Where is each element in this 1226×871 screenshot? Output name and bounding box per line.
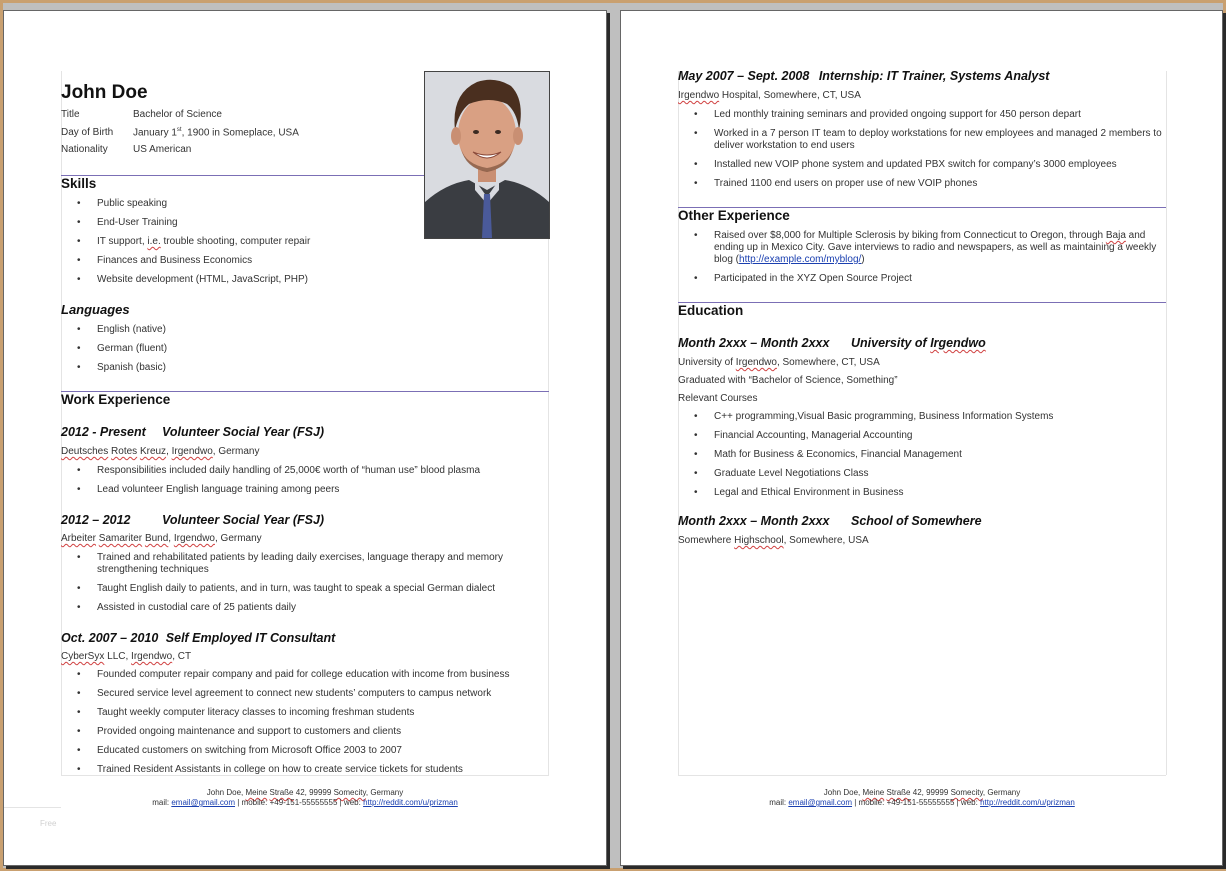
list-item: • Math for Business & Economics, Financial Management bbox=[678, 449, 1168, 461]
list-item: • Trained and rehabilitated patients by leading daily exercises, language therapy and memory strengthening techniques bbox=[61, 552, 519, 576]
education-school: University of Irgendwo, Somewhere, CT, USA bbox=[678, 357, 880, 368]
info-row-birth: Day of Birth January 1st, 1900 in Someplace, USA bbox=[61, 127, 299, 139]
list-item: • Taught English daily to patients, and in turn, was taught to speak a special German dialect bbox=[61, 583, 519, 595]
section-divider bbox=[61, 175, 424, 176]
education-heading-2: Month 2xxx – Month 2xxx School of Somewhere bbox=[678, 514, 982, 528]
margin-guide bbox=[548, 237, 549, 775]
job-organization: Deutsches Rotes Kreuz, Irgendwo, Germany bbox=[61, 446, 260, 457]
web-link[interactable]: http://reddit.com/u/prizman bbox=[363, 798, 458, 807]
list-item: • Educated customers on switching from Microsoft Office 2003 to 2007 bbox=[61, 745, 541, 757]
list-item: • Assisted in custodial care of 25 patients daily bbox=[61, 602, 519, 614]
education-heading: Education bbox=[678, 303, 744, 318]
corner-watermark: Free bbox=[40, 819, 57, 828]
list-item: • Public speaking bbox=[61, 198, 541, 210]
list-item: • Secured service level agreement to connect new students’ computers to campus network bbox=[61, 688, 541, 700]
resume-page-2 bbox=[620, 10, 1223, 866]
list-item: • English (native) bbox=[61, 324, 541, 336]
job-heading: 2012 - Present Volunteer Social Year (FSJ) bbox=[61, 425, 325, 439]
job-bullets bbox=[61, 465, 541, 496]
list-item: • Website development (HTML, JavaScript, PHP) bbox=[61, 274, 541, 286]
footer-address: John Doe, Meine Straße 42, 99999 Somecity, Germany bbox=[823, 788, 1021, 797]
skills-heading: Skills bbox=[61, 176, 97, 191]
courses-list bbox=[678, 411, 1168, 499]
job-heading: Oct. 2007 – 2010 Self Employed IT Consultant bbox=[61, 631, 336, 645]
list-item: • IT support, i.e. trouble shooting, computer repair bbox=[61, 236, 541, 248]
job-organization: CyberSyx LLC, Irgendwo, CT bbox=[61, 651, 192, 662]
list-item: • Trained Resident Assistants in college on how to create service tickets for students bbox=[61, 764, 541, 776]
languages-heading: Languages bbox=[61, 302, 130, 317]
list-item: • Worked in a 7 person IT team to deploy workstations for new employees and managed 2 members to deliver workstation to end users bbox=[678, 128, 1168, 152]
job-bullets bbox=[61, 552, 519, 614]
list-item: • Founded computer repair company and paid for college education with income from business bbox=[61, 669, 541, 681]
footer-contact: mail: email@gmail.com | mobile: +49-151-55555555 | web: http://reddit.com/u/prizman bbox=[152, 798, 458, 807]
footer-address: John Doe, Meine Straße 42, 99999 Somecity, Germany bbox=[206, 788, 404, 797]
email-link[interactable]: email@gmail.com bbox=[171, 798, 236, 807]
list-item: • Raised over $8,000 for Multiple Sclerosis by biking from Connecticut to Oregon, through Baja and ending up in Mexico City. Gave interviews to radio and newspapers, as well as maintaining a weekly blog (http://example.com/myblog/) bbox=[678, 230, 1168, 266]
education-courses-label: Relevant Courses bbox=[678, 393, 758, 404]
page-footer bbox=[61, 788, 549, 808]
skills-list bbox=[61, 198, 541, 286]
list-item: • Installed new VOIP phone system and updated PBX switch for company’s 3000 employees bbox=[678, 159, 1168, 171]
list-item: • Finances and Business Economics bbox=[61, 255, 541, 267]
email-link[interactable]: email@gmail.com bbox=[788, 798, 853, 807]
job-bullets bbox=[61, 669, 541, 776]
list-item: • Lead volunteer English language training among peers bbox=[61, 484, 541, 496]
list-item: • Led monthly training seminars and provided ongoing support for 450 person depart bbox=[678, 109, 1168, 121]
list-item: • Spanish (basic) bbox=[61, 362, 541, 374]
candidate-name: John Doe bbox=[61, 82, 148, 103]
list-item: • C++ programming,Visual Basic programming, Business Information Systems bbox=[678, 411, 1168, 423]
footer-contact: mail: email@gmail.com | mobile: +49-151-55555555 | web: http://reddit.com/u/prizman bbox=[769, 798, 1075, 807]
list-item: • Legal and Ethical Environment in Business bbox=[678, 487, 1168, 499]
list-item: • German (fluent) bbox=[61, 343, 541, 355]
margin-guide bbox=[678, 775, 1166, 776]
section-divider bbox=[678, 302, 1166, 303]
list-item: • Taught weekly computer literacy classes to incoming freshman students bbox=[61, 707, 541, 719]
resume-page-1 bbox=[3, 10, 607, 866]
info-row-title: Title Bachelor of Science bbox=[61, 109, 222, 120]
education-degree: Graduated with “Bachelor of Science, Something” bbox=[678, 375, 898, 386]
education-school: Somewhere Highschool, Somewhere, USA bbox=[678, 535, 869, 546]
job-bullets bbox=[678, 109, 1168, 190]
blog-link[interactable]: http://example.com/myblog/ bbox=[739, 254, 862, 265]
job-heading: 2012 – 2012 Volunteer Social Year (FSJ) bbox=[61, 513, 325, 527]
work-experience-heading: Work Experience bbox=[61, 392, 171, 407]
list-item: • Financial Accounting, Managerial Accounting bbox=[678, 430, 1168, 442]
education-heading-1: Month 2xxx – Month 2xxx University of Irgendwo bbox=[678, 336, 986, 350]
web-link[interactable]: http://reddit.com/u/prizman bbox=[980, 798, 1075, 807]
page-footer bbox=[678, 788, 1166, 808]
languages-list bbox=[61, 324, 541, 374]
list-item: • End-User Training bbox=[61, 217, 541, 229]
list-item: • Trained 1100 end users on proper use of new VOIP phones bbox=[678, 178, 1168, 190]
list-item: • Responsibilities included daily handling of 25,000€ worth of “human use” blood plasma bbox=[61, 465, 541, 477]
job-organization: Irgendwo Hospital, Somewhere, CT, USA bbox=[678, 90, 861, 101]
other-experience-list bbox=[678, 230, 1168, 285]
list-item: • Participated in the XYZ Open Source Project bbox=[678, 273, 1168, 285]
job-organization: Arbeiter Samariter Bund, Irgendwo, Germany bbox=[61, 533, 262, 544]
job-heading: May 2007 – Sept. 2008 Internship: IT Trainer, Systems Analyst bbox=[678, 69, 1050, 83]
other-experience-heading: Other Experience bbox=[678, 208, 790, 223]
list-item: • Provided ongoing maintenance and support to customers and clients bbox=[61, 726, 541, 738]
list-item: • Graduate Level Negotiations Class bbox=[678, 468, 1168, 480]
info-row-nationality: Nationality US American bbox=[61, 144, 192, 155]
margin-guide bbox=[4, 807, 61, 808]
